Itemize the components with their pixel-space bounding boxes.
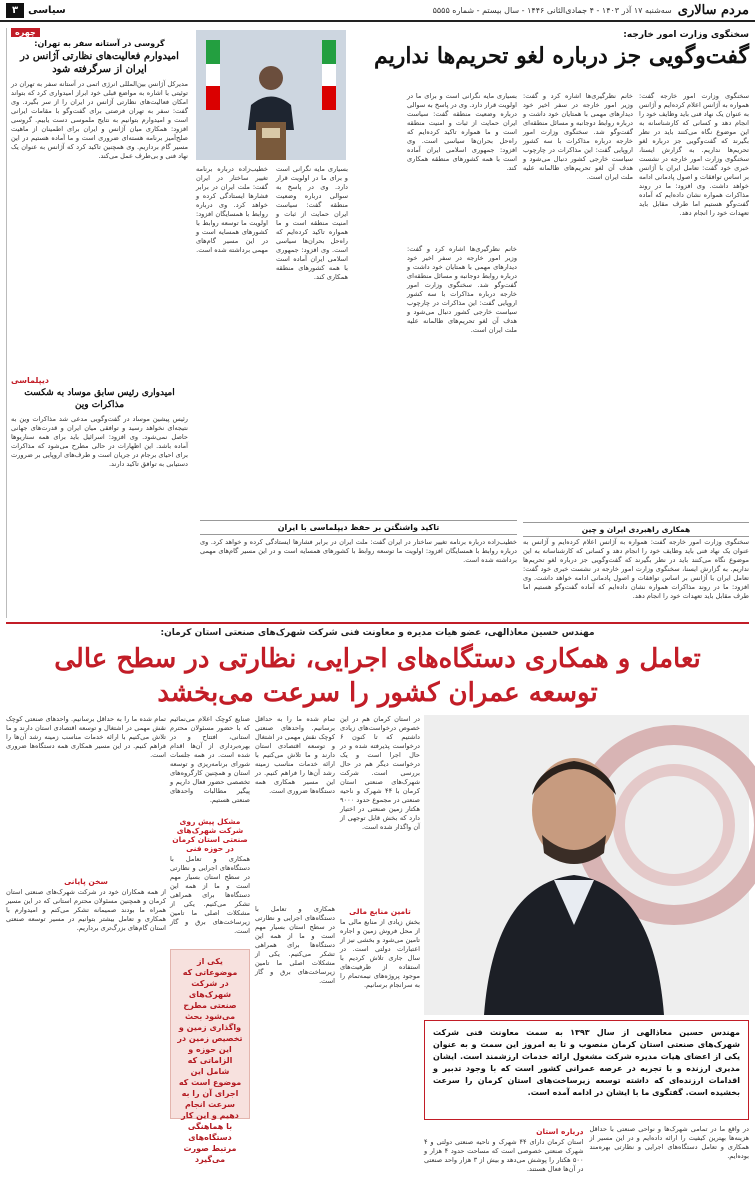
feature-col-1-body: بخش زیادی از منابع مالی ما از محل فروش زمین و اجاره تامین می‌شود و بخشی نیز از اعتبارات دولتی است. در سال جاری تلاش کردیم با استفاده از ظرفیت‌های موجود پروژه‌های نیمه‌تمام را به سرانجام برسانیم.	[340, 918, 420, 989]
date-line: سه‌شنبه ۱۷ آذر ۱۴۰۳ - ۴ جمادی‌الثانی ۱۴۴۶ - سال بیستم - شماره ۵۵۵۵	[432, 5, 672, 15]
left-column-headline: امیدوارم فعالیت‌های نظارتی آژانس در ایران از سرگرفته شود	[20, 51, 179, 75]
feature-col-3-wrap	[170, 715, 250, 1193]
left-column-section2-body: رئیس پیشین موساد در گفت‌وگویی مدعی شد مذاکرات وین به نتیجه‌ای نخواهد رسید و توافقی میان ایران و قدرت‌های جهانی حاصل نمی‌شود. وی افزود: اسرائیل باید برای همه سناریوها آماده باشد. این اظهارات در حالی مطرح می‌شود که مذاکرات برای احیای برجام در جریان است و طرف‌های اروپایی بر ضرورت دستیابی به توافق تاکید دارند.	[11, 415, 188, 468]
portrait-illustration	[424, 715, 749, 1015]
feature-pullquote: یکی از موضوعاتی که در شرکت شهرک‌های صنعتی مطرح می‌شود بحث واگذاری زمین و تخصیص زمین در این حوزه و الزاماتی که شامل این موضوع است که اجرای آن را به سرعت انجام دهیم و این کار با هماهنگی دستگاه‌های مرتبط صورت می‌گیرد	[170, 949, 250, 1119]
page-number: ۳	[6, 3, 24, 18]
feature-col-4: تمام شده ما را به حداقل برسانیم. واحدهای صنعتی کوچک نقش مهمی در اشتغال و توسعه اقتصادی استان دارند و ما تلاش می‌کنیم با ارائه خدمات مناسب زمینه رشد آن‌ها را فراهم کنیم. در این مسیر همکاری همه دستگاه‌ها ضروری است.	[6, 715, 166, 759]
bio-box: مهندس حسین معاذالهی از سال ۱۳۹۳ به سمت معاونت فنی شرکت شهرک‌های صنعتی استان کرمان منصوب و تا به امروز این سمت و به عنوان یکی از اعضای هیات مدیره شرکت مشغول ارائه خدمات ارزشمند است. ایشان مدیری ارزنده و با تجربه در عرصه عمرانی کشور است که با وجود تدبیر و اقدامات ارزنده‌ای که داشته توسعه زیرساخت‌های استان کرمان را سرعت بخشیده است. گفتگوی ما با ایشان در ادامه آمده است.	[424, 1020, 749, 1120]
top-story-headline: گفت‌وگویی جز درباره لغو تحریم‌ها نداریم	[374, 43, 749, 69]
left-column-label: چهره	[11, 28, 40, 37]
feature-col-1: در استان کرمان هم در این خصوص درخواست‌های زیادی داشتیم که تا کنون ۶ درخواست پذیرفته شده و در حال اجرا است و یک درخواست دیگر هم در حال بررسی است. شرکت شهرک‌های صنعتی استان کرمان با ۴۴ شهرک و ناحیه صنعتی در مجموع حدود ۹۰۰۰ هکتار زمین صنعتی در اختیار دارد که بخش قابل توجهی از آن واگذار شده است.	[340, 715, 420, 831]
feature-col-4-wrap	[6, 715, 166, 1193]
feature-col-4-heading: سخن پایانی	[64, 877, 108, 886]
about-province-box	[424, 1125, 584, 1193]
page-indicator	[6, 3, 66, 18]
feature-headline-1: تعامل و همکاری دستگاه‌های اجرایی، نظارتی در سطح عالی	[54, 644, 701, 674]
top-story-col-5: خانم نظرگیری‌ها اشاره کرد و گفت: وزیر امور خارجه در سفر اخیر خود دیدارهای مهمی با همتایان خود داشت و درباره روابط دوجانبه و مسائل منطقه‌ای گفت‌وگو شد. سخنگوی وزارت امور خارجه درباره مذاکرات با سه کشور اروپایی گفت: این مذاکرات در چارچوب سیاست خارجی کشور دنبال می‌شود و هدف آن لغو تحریم‌های ظالمانه علیه ملت ایران است.	[407, 245, 517, 334]
bottom-right-area	[424, 1125, 749, 1193]
page-label: سیاسی	[28, 4, 66, 16]
side-story-2: خطیب‌زاده درباره برنامه تغییر ساختار در ایران گفت: ملت ایران در برابر فشارها ایستادگی کرده و خواهد کرد. وی درباره روابط با همسایگان افزود: اولویت ما توسعه روابط با کشورهای همسایه است و در این مسیر گام‌های مهمی برداشته شده است.	[200, 538, 517, 564]
masthead	[0, 0, 755, 22]
feature-col-1-wrap	[340, 715, 420, 1193]
top-story-col-4b: بسیاری مایه نگرانی است و برای ما در اولویت قرار دارد. وی در پاسخ به سوالی درباره وضعیت منطقه گفت: سیاست ایران حمایت از ثبات و امنیت منطقه است و ما همواره تاکید کرده‌ایم که راه‌حل بحران‌ها سیاسی است. وی افزود: جمهوری اسلامی ایران آماده است با همه کشورهای منطقه همکاری کند.	[276, 165, 348, 281]
about-province-heading: درباره استان	[536, 1127, 584, 1136]
top-story-col-3: بسیاری مایه نگرانی است و برای ما در اولویت قرار دارد. وی در پاسخ به سوالی درباره وضعیت منطقه گفت: سیاست ایران حمایت از ثبات و امنیت منطقه است و ما همواره تاکید کرده‌ایم که راه‌حل بحران‌ها سیاسی است. وی افزود: جمهوری اسلامی ایران آماده است با همه کشورهای منطقه همکاری کند.	[407, 92, 517, 172]
about-province-text: استان کرمان دارای ۴۴ شهرک و ناحیه صنعتی دولتی و ۴ شهرک صنعتی خصوصی است که مساحت حدود ۴ هزار و ۵۰۰ هکتار را پوشش می‌دهد و بیش از ۳ هزار واحد صنعتی در آن‌ها فعال هستند.	[424, 1138, 584, 1173]
feature-col-2a: تمام شده ما را به حداقل برسانیم. واحدهای صنعتی کوچک نقش مهمی در اشتغال و توسعه اقتصادی استان دارند و ما تلاش می‌کنیم با ارائه خدمات مناسب زمینه رشد آن‌ها را فراهم کنیم. در این مسیر همکاری همه دستگاه‌ها ضروری است.	[255, 715, 335, 795]
feature-top-rule	[6, 622, 749, 624]
left-column-kicker: گروسی در آستانه سفر به تهران:	[34, 39, 165, 48]
left-column-label-row	[11, 28, 188, 37]
side-headline-1: همکاری راهبردی ایران و چین	[523, 522, 749, 537]
left-column-label-row-2	[11, 376, 188, 385]
spokesman-photo	[196, 30, 346, 160]
left-column-body: مدیرکل آژانس بین‌المللی انرژی اتمی در آستانه سفر به تهران در توئیتی با اشاره به مواضع قبلی خود ابراز امیدواری کرد که بتواند امکان فعالیت‌های نظارتی آژانس در ایران را از سر بگیرد. وی گفت: سفر به تهران فرصتی برای گفت‌وگو با مقامات ایرانی است و امیدوارم بتوانیم به نتایج ملموسی دست یابیم. گروسی افزود: همکاری میان آژانس و ایران برای اطمینان از ماهیت صلح‌آمیز برنامه هسته‌ای ضروری است و ما آماده هستیم در این مسیر گام برداریم. وی همچنین تاکید کرد که آژانس به عنوان یک نهاد فنی و بی‌طرف عمل می‌کند.	[11, 80, 188, 160]
bottom-col-text: در واقع ما در تمامی شهرک‌ها و نواحی صنعتی با حداقل هزینه‌ها بهترین کیفیت را ارائه داده‌ایم و در این مسیر از همکاری و تعامل دستگاه‌های اجرایی و نظارتی بهره‌مند بوده‌ایم.	[589, 1125, 749, 1160]
portrait-photo	[424, 715, 749, 1015]
feature-header	[6, 628, 749, 710]
paper-name: مردم سالاری	[677, 2, 749, 18]
feature-col-3: صنایع کوچک اعلام می‌نمائیم که با حضور مسئولان محترم استانی، افتتاح و در بهره‌برداری از آن‌ها اقدام شده است. در همه جلسات شورای برنامه‌ریزی و توسعه استان و همچنین کارگروه‌های تخصصی حضور فعال داریم و پیگیر مطالبات واحدهای صنعتی هستیم.	[170, 715, 250, 804]
left-column-section2-headline: امیدواری رئیس سابق موساد به شکست مذاکرات وین	[24, 388, 175, 410]
top-story-col-2: خانم نظرگیری‌ها اشاره کرد و گفت: وزیر امور خارجه در سفر اخیر خود دیدارهای مهمی با همتایان خود داشت و درباره روابط دوجانبه و مسائل منطقه‌ای گفت‌وگو شد. سخنگوی وزارت امور خارجه درباره مذاکرات با سه کشور اروپایی گفت: این مذاکرات در چارچوب سیاست خارجی کشور دنبال می‌شود و هدف آن لغو تحریم‌های ظالمانه علیه ملت ایران است.	[523, 92, 633, 181]
top-story-subhead: تاکید واشنگتن بر حفظ دیپلماسی با ایران	[200, 520, 517, 535]
feature-col-4-body: از همه همکاران خود در شرکت شهرک‌های صنعتی استان کرمان و همچنین مسئولان محترم استانی که در این مسیر همراه ما بودند صمیمانه تشکر می‌کنم و امیدوارم با همکاری و تعامل بیشتر بتوانیم در مسیر توسعه صنعتی استان گام‌های بزرگ‌تری برداریم.	[6, 888, 166, 932]
feature-col-2-wrap	[255, 715, 335, 1193]
top-story-kicker: سخنگوی وزارت امور خارجه:	[623, 30, 749, 40]
masthead-brand	[433, 3, 749, 18]
side-story-1: سخنگوی وزارت امور خارجه گفت: همواره به آژانس اعلام کرده‌ایم و آژانس به عنوان یک نهاد فنی باید وظایف خود را انجام دهد و کسانی که کارشناسانه به این موضوع نگاه می‌کنند باید در نظر بگیرند که گفت‌وگویی جز درباره لغو تحریم‌ها نداریم. به گزارش ایسنا، سخنگوی وزارت امور خارجه در نشست خبری خود گفت: تعامل ایران با آژانس بر اساس توافقات و اصول پادمانی ادامه خواهد داشت. وی افزود: ما در روند مذاکرات همواره نشان داده‌ایم که آماده گفت‌وگو هستیم اما طرف مقابل باید تعهدات خود را انجام دهد.	[523, 538, 749, 600]
left-column	[6, 28, 188, 618]
feature-headline-2: توسعه عمران کشور را سرعت می‌بخشد	[157, 678, 598, 708]
top-story-col-4: خطیب‌زاده درباره برنامه تغییر ساختار در ایران گفت: ملت ایران در برابر فشارها ایستادگی کرده و خواهد کرد. وی درباره روابط با همسایگان افزود: اولویت ما توسعه روابط با کشورهای همسایه است و در این مسیر گام‌های مهمی برداشته شده است.	[196, 165, 268, 254]
feature-col-3-heading: مشکل پیش روی شرکت شهرک‌های صنعتی استان کرمان در حوزه فنی	[172, 817, 248, 853]
left-column-section2-label: دیپلماسی	[11, 376, 49, 385]
spokesman-illustration	[196, 30, 346, 160]
top-story-col-1: سخنگوی وزارت امور خارجه گفت: همواره به آژانس اعلام کرده‌ایم و آژانس به عنوان یک نهاد فنی باید وظایف خود را انجام دهد و کسانی که کارشناسانه به این موضوع نگاه می‌کنند باید در نظر بگیرند که گفت‌وگویی جز درباره لغو تحریم‌ها نداریم. به گزارش ایسنا، سخنگوی وزارت امور خارجه در نشست خبری خود گفت: تعامل ایران با آژانس بر اساس توافقات و اصول پادمانی ادامه خواهد داشت. وی افزود: ما در روند مذاکرات همواره نشان داده‌ایم که آماده گفت‌وگو هستیم اما طرف مقابل باید تعهدات خود را انجام دهد.	[638, 92, 749, 217]
feature-col-2b: همکاری و تعامل با دستگاه‌های اجرایی و نظارتی در سطح استان بسیار مهم است و ما از همه این دستگاه‌ها برای همراهی تشکر می‌کنیم. یکی از مشکلات اصلی ما تامین زیرساخت‌های برق و گاز است.	[255, 905, 335, 985]
feature-col-3-body: همکاری و تعامل با دستگاه‌های اجرایی و نظارتی در سطح استان بسیار مهم است و ما از همه این دستگاه‌ها برای همراهی تشکر می‌کنیم. یکی از مشکلات اصلی ما تامین زیرساخت‌های برق و گاز است.	[170, 855, 250, 935]
feature-kicker: مهندس حسین معاذالهی، عضو هیات مدیره و معاونت فنی شرکت شهرک‌های صنعتی استان کرمان:	[160, 628, 595, 638]
feature-col-1-heading: تامین منابع مالی	[349, 907, 411, 916]
